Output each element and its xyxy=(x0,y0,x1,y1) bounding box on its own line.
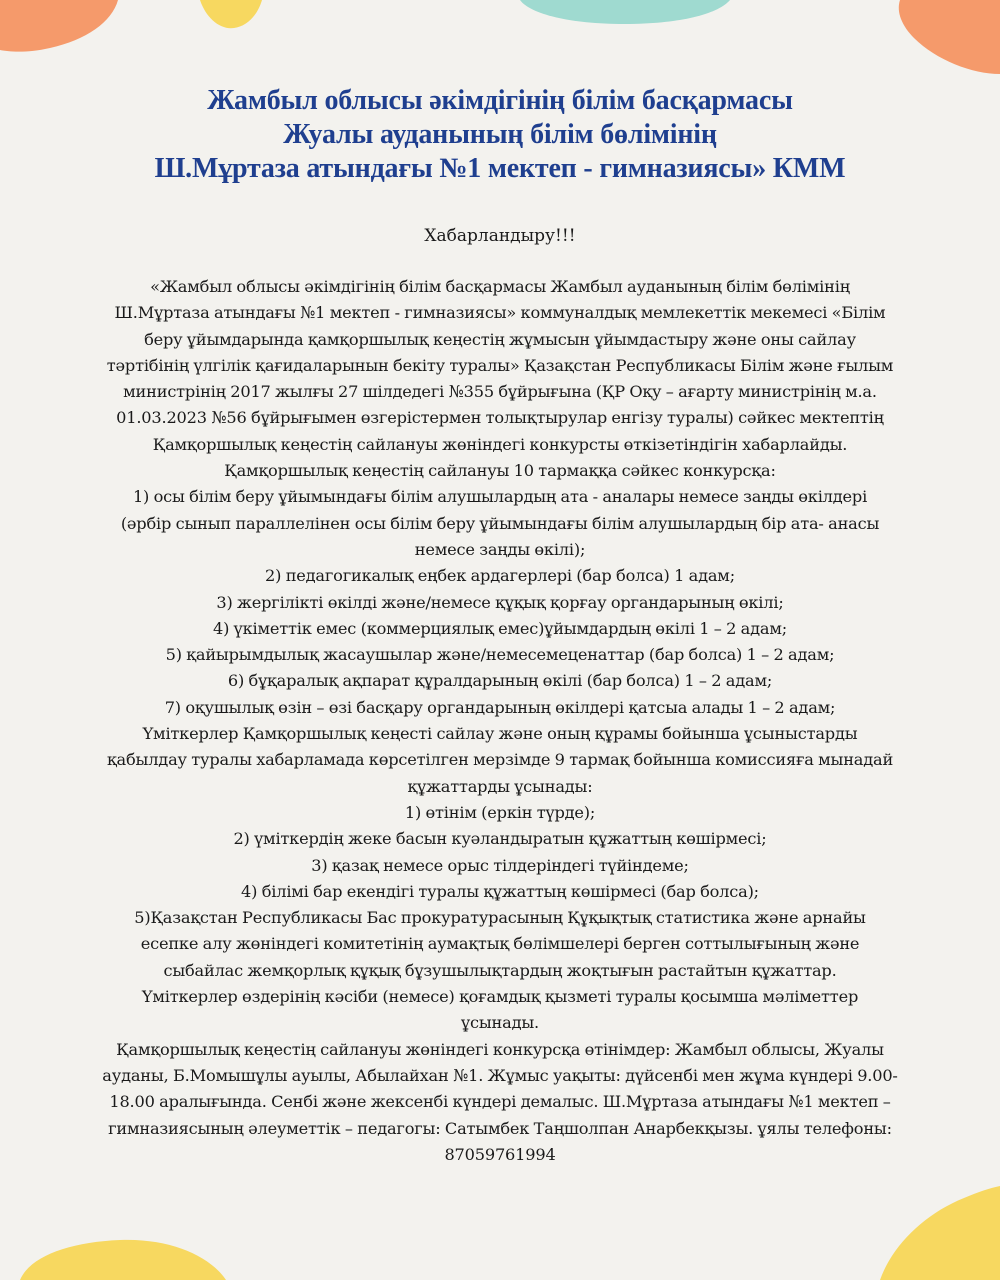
body-line: 01.03.2023 №56 бұйрығымен өзгерістермен толықтырулар енгізу туралы) сәйкес мектептің xyxy=(116,408,884,428)
body-line: 4) білімі бар екендігі туралы құжаттың көшірмесі (бар болса); xyxy=(241,881,759,901)
body-line: 1) осы білім беру ұйымындағы білім алушылардың ата - аналары немесе заңды өкілдері xyxy=(132,487,868,507)
orange-blob-top-right xyxy=(880,0,1000,80)
body-line: 4) үкіметтік емес (коммерциялық емес)ұйымдардың өкілі 1 – 2 адам; xyxy=(213,618,787,638)
body-line: 3) қазақ немесе орыс тілдеріндегі түйіндеме; xyxy=(311,855,689,875)
body-line: 1) өтінім (еркін түрде); xyxy=(404,802,596,822)
body-line: тәртібінің үлгілік қағидаларынын бекіту туралы» Қазақстан Республикасы Білім және ғылым xyxy=(106,355,894,375)
body-line: құжаттарды ұсынады: xyxy=(407,776,593,796)
body-line: Үміткерлер өздерінің кәсіби (немесе) қоғамдық қызметі туралы қосымша мәліметтер xyxy=(141,987,859,1007)
teal-blob-top-center xyxy=(520,0,730,26)
body-line: 6) бұқаралық ақпарат құралдарының өкілі (бар болса) 1 – 2 адам; xyxy=(227,671,773,691)
body-line: 5)Қазақстан Республикасы Бас прокуратурасының Құқықтық статистика және арнайы xyxy=(134,908,866,928)
body-line: 7) оқушылық өзін – өзі басқару органдарының өкілдері қатсыа алады 1 – 2 адам; xyxy=(164,697,836,717)
announcement-body xyxy=(6,274,994,1168)
yellow-blob-top-left xyxy=(196,0,266,32)
body-line: Қамқоршылық кеңестің сайлануы жөніндегі конкурсты өткізетіндігін хабарлайды. xyxy=(152,434,848,454)
body-line: ауданы, Б.Момышұлы ауылы, Абылайхан №1. Жұмыс уақыты: дүйсенбі мен жұма күндері 9.00- xyxy=(102,1065,898,1085)
header-title-line-3: Ш.Мұртаза атындағы №1 мектеп - гимназиясы» КММ xyxy=(154,153,846,184)
body-line: 3) жергілікті өкілді және/немесе құқық қорғау органдарының өкілі; xyxy=(216,592,784,612)
body-line: 5) қайырымдылық жасаушылар және/немесемеценаттар (бар болса) 1 – 2 адам; xyxy=(165,645,835,665)
yellow-blob-bottom-left xyxy=(0,1238,230,1280)
body-line: гимназиясының әлеуметтік – педагогы: Сатымбек Таңшолпан Анарбекқызы. ұялы телефоны: xyxy=(108,1118,892,1138)
yellow-blob-bottom-right xyxy=(880,1180,1000,1280)
body-line: қабылдау туралы хабарламада көрсетілген мерзімде 9 тармақ бойынша комиссияға мынадай xyxy=(106,750,894,770)
header xyxy=(0,84,1000,186)
body-line: «Жамбыл облысы әкімдігінің білім басқармасы Жамбыл ауданының білім бөлімінің xyxy=(150,277,850,296)
contact-phone: 87059761994 xyxy=(444,1144,556,1164)
body-line: ұсынады. xyxy=(461,1013,539,1033)
body-line: сыбайлас жемқорлық құқық бұзушылықтардың жоқтығын растайтын құжаттар. xyxy=(163,960,837,980)
body-line: Үміткерлер Қамқоршылық кеңесті сайлау және оның құрамы бойынша ұсыныстарды xyxy=(142,724,858,744)
announcement-title: Хабарландыру!!! xyxy=(424,226,576,246)
orange-blob-top-left xyxy=(0,0,130,60)
body-line: (әрбір сынып параллелінен осы білім беру ұйымындағы білім алушылардың бір ата- анасы xyxy=(120,513,880,533)
header-title-line-1: Жамбыл облысы әкімдігінің білім басқармасы xyxy=(207,85,793,116)
body-line: Қамқоршылық кеңестің сайлануы жөніндегі конкурсқа өтінімдер: Жамбыл облысы, Жуалы xyxy=(116,1039,884,1059)
body-line: Қамқоршылық кеңестің сайлануы 10 тармаққа сәйкес конкурсқа: xyxy=(224,461,776,481)
body-line: 2) үміткердің жеке басын куәландыратын құжаттың көшірмесі; xyxy=(233,829,767,849)
body-line: беру ұйымдарында қамқоршылық кеңестің жұмысын ұйымдастыру және оны сайлау xyxy=(144,329,856,349)
body-line: Ш.Мұртаза атындағы №1 мектеп - гимназиясы» коммуналдық мемлекеттік мекемесі «Білім xyxy=(114,303,886,323)
body-line: немесе заңды өкілі); xyxy=(414,539,586,559)
body-line: министрінің 2017 жылғы 27 шілдедегі №355 бұйрығына (ҚР Оқу – ағарту министрінің м.а. xyxy=(123,382,877,402)
body-line: 2) педагогикалық еңбек ардагерлері (бар болса) 1 адам; xyxy=(265,566,735,586)
header-title-line-2: Жуалы ауданының білім бөлімінің xyxy=(283,119,717,150)
body-line: есепке алу жөніндегі комитетінің аумақтық бөлімшелері берген соттылығының және xyxy=(140,934,860,954)
body-line: 18.00 аралығында. Сенбі және жексенбі күндері демалыс. Ш.Мұртаза атындағы №1 мектеп – xyxy=(109,1092,891,1112)
